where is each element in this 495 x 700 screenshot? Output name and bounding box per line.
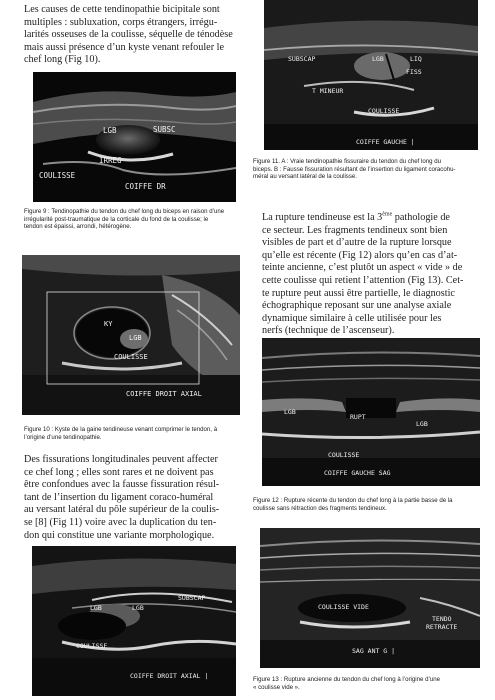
caption-line: tendon est épaissi, arrondi, hétérogène. [24,223,132,231]
label-sag: SAG ANT G | [352,647,396,655]
label-lgb: LGB [90,604,102,612]
label-coiffe: COIFFE DROIT AXIAL [126,390,202,398]
label-subscap: SUBSCAP [178,594,206,602]
figure-10-ultrasound [22,255,240,415]
text-line: se [8] (Fig 11) voire avec la duplication du ten- [24,516,217,528]
caption-line: Figure 13 : Rupture ancienne du tendon du chef long à l’origine d’une [253,676,441,683]
text-line: être confondues avec la fausse fissuration résul- [24,479,220,491]
text-line: qu’elle est récente (Fig 12) alors qu’en cas d’at- [262,249,458,261]
text-line-end: pathologie de [392,212,450,223]
text-line: tant de l’insertion du ligament coraco-huméral [24,491,214,503]
caption-line: Figure 12 : Rupture récente du tendon du chef long à la partie basse de la [253,497,453,504]
figure-11-ultrasound [264,0,478,150]
label-coulisse-vide: COULISSE VIDE [318,603,369,611]
caption-line: « coulisse vide ». [253,683,300,691]
label-coiffe: COIFFE DR [125,182,166,191]
text-line: visibles de part et d’autre de la rupture lorsque [262,237,452,249]
label-lgb: LGB [129,334,142,342]
label-coulisse: COULISSE [76,642,108,650]
text-line: mais aussi présence d’un kyste venant refouler le [24,41,224,53]
caption-line: Figure 11. A : Vraie tendinopathie fissuraire du tendon du chef long du [253,158,442,165]
text-line: chef long (Fig 10). [24,54,101,66]
figure-11-caption [253,158,485,181]
label-lgb: LGB [103,126,117,135]
figure-13-ultrasound [260,528,480,668]
text-line: larités osseuses de la coulisse, séquelle de ténodèse [24,29,233,41]
caption-line: coulisse sans rétraction des fragments tendineux. [253,504,387,512]
label-tendo: TENDO [432,615,452,623]
caption-line: biceps. B : Fausse fissuration résultant de l’insertion du ligament coracohu- [253,165,456,173]
fissuration-paragraph [24,454,246,542]
label-coiffe: COIFFE DROIT AXIAL | [130,672,209,680]
label-rupt: RUPT [350,413,366,421]
label-ky: KY [104,320,113,328]
text-line: nerfs (technique de l’ascenseur). [262,325,395,337]
figure-13-caption [253,676,485,691]
rupture-paragraph [262,212,487,338]
text-line: dynamique similaire à celle utilisée pour les [262,312,442,324]
caption-line: Figure 9 : Tendinopathie du tendon du chef long du biceps en raison d’une [24,208,225,215]
text-line: te rupture peut aussi être partielle, le diagnostic [262,287,455,299]
text-line: ce chef long ; elles sont rares et ne doivent pas [24,466,214,478]
text-line: Les causes de cette tendinopathie bicipitale sont [24,4,220,15]
label-lgb-left: LGB [284,408,296,416]
figure-10-caption [24,426,246,441]
figure-12-ultrasound [262,338,480,486]
caption-line: méral au versant latéral de la coulisse. [253,173,357,181]
label-coiffe: COIFFE GAUCHE | [356,138,415,146]
ultrasound-texture [264,0,478,150]
figure-9-ultrasound [33,72,236,202]
text-line: Des fissurations longitudinales peuvent affecter [24,454,218,465]
caption-line: Figure 10 : Kyste de la gaine tendineuse venant comprimer le tendon, à [24,426,218,433]
text-line [262,212,487,225]
text-line: ce secteur. Les fragments tendineux sont bien [262,224,448,236]
label-coulisse: COULISSE [39,171,76,180]
label-coulisse: COULISSE [328,451,360,459]
label-coiffe: COIFFE GAUCHE SAG [324,469,391,477]
intro-paragraph [24,4,246,67]
text-line: don qui constitue une variante morphologique. [24,529,215,541]
figure-9-caption [24,208,249,231]
text-line: au versant latéral du pôle supérieur de la coulis- [24,504,220,516]
text-line-start: La rupture tendineuse est la 3 [262,212,383,223]
label-lgb: LGB [132,604,144,612]
caption-line: irrégularité post-traumatique de la corticale du fond de la coulisse; le [24,215,209,223]
label-fiss: FISS [406,68,422,76]
label-liq: LIQ [410,55,422,63]
label-retracte: RETRACTE [426,623,458,631]
figure-12-caption [253,497,485,512]
caption-line: l’origine d’une tendinopathie. [24,433,102,441]
text-line: cette coulisse qui retient l’attention (Fig 13). Cet- [262,274,464,286]
label-coulisse: COULISSE [368,107,400,115]
figure-11b-ultrasound [32,546,236,696]
text-line: teinte ancienne, c’est plutôt un aspect « vide » de [262,262,463,274]
text-line: multiples : subluxation, corps étrangers, irrégu- [24,16,218,28]
superscript: ème [382,211,393,218]
label-t-mineur: T MINEUR [312,87,344,95]
label-subscap: SUBSCAP [288,55,316,63]
label-lgb-right: LGB [416,420,428,428]
label-lgb: LGB [372,55,384,63]
label-coulisse: COULISSE [114,353,148,361]
text-line: échographique reposant sur une analyse axiale [262,300,452,312]
label-subsc: SUBSC [153,125,176,134]
label-irreg: IRREG [99,156,122,165]
